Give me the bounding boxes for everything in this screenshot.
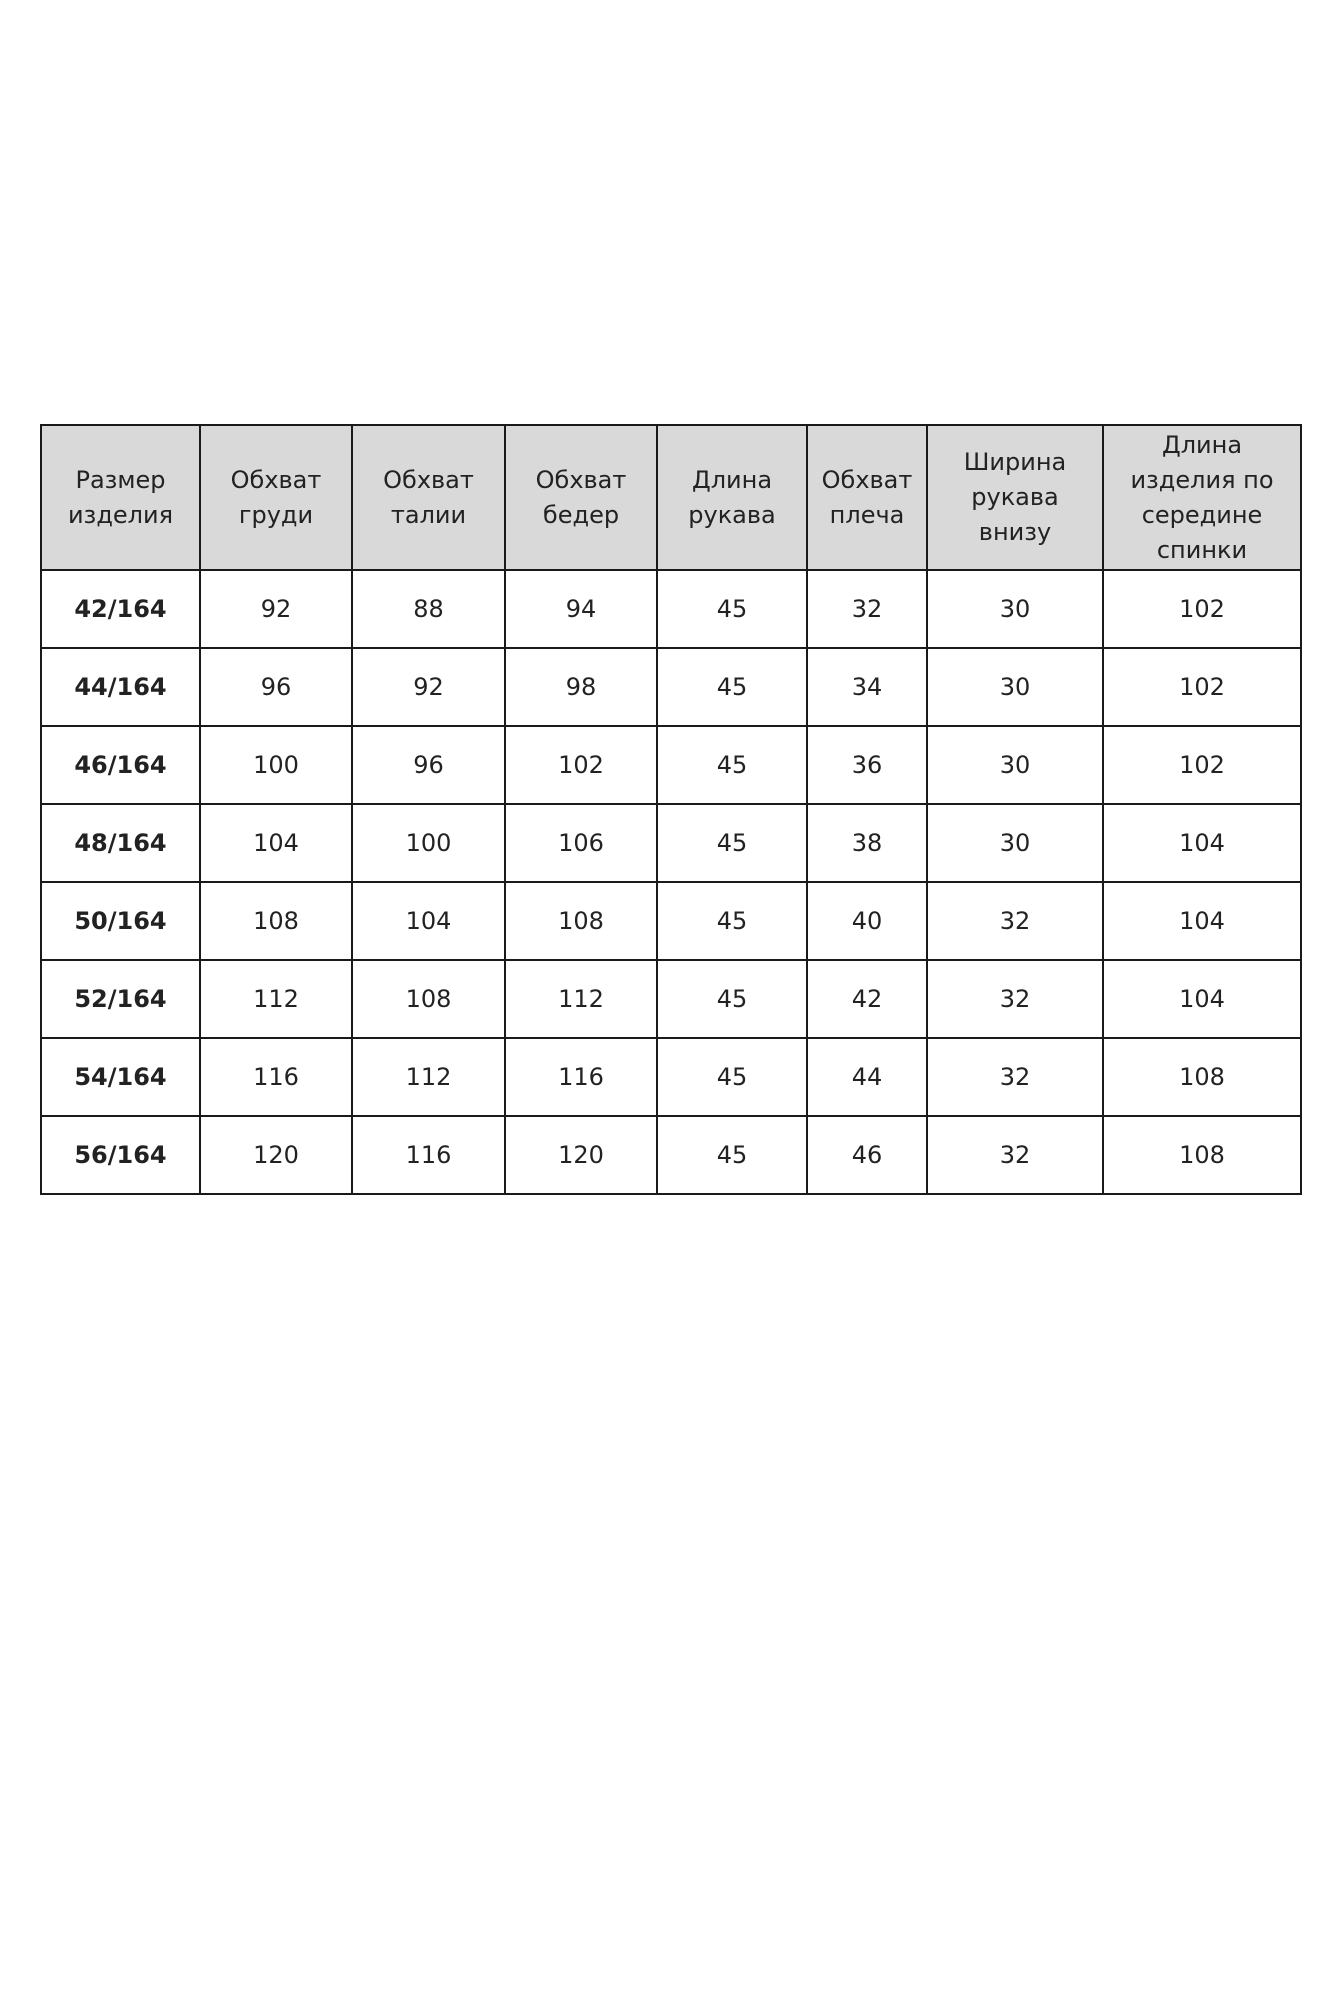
header-hips: Обхват бедер bbox=[505, 425, 657, 570]
table-cell: 44 bbox=[807, 1038, 927, 1116]
table-cell: 108 bbox=[1103, 1116, 1301, 1194]
table-cell: 120 bbox=[505, 1116, 657, 1194]
table-cell: 112 bbox=[352, 1038, 505, 1116]
size-cell: 54/164 bbox=[41, 1038, 200, 1116]
table-cell: 96 bbox=[200, 648, 352, 726]
header-shoulder: Обхват плеча bbox=[807, 425, 927, 570]
size-cell: 42/164 bbox=[41, 570, 200, 648]
size-cell: 52/164 bbox=[41, 960, 200, 1038]
table-cell: 94 bbox=[505, 570, 657, 648]
table-cell: 102 bbox=[505, 726, 657, 804]
table-cell: 112 bbox=[200, 960, 352, 1038]
table-cell: 116 bbox=[352, 1116, 505, 1194]
size-cell: 56/164 bbox=[41, 1116, 200, 1194]
table-row bbox=[41, 960, 1301, 1038]
table-cell: 36 bbox=[807, 726, 927, 804]
table-cell: 30 bbox=[927, 726, 1103, 804]
table-cell: 30 bbox=[927, 570, 1103, 648]
table-row bbox=[41, 648, 1301, 726]
table-cell: 96 bbox=[352, 726, 505, 804]
table-cell: 32 bbox=[927, 1038, 1103, 1116]
table-cell: 45 bbox=[657, 804, 807, 882]
table-cell: 38 bbox=[807, 804, 927, 882]
table-row bbox=[41, 1116, 1301, 1194]
table-cell: 102 bbox=[1103, 726, 1301, 804]
table-cell: 30 bbox=[927, 804, 1103, 882]
header-sleeve-width: Ширина рукава внизу bbox=[927, 425, 1103, 570]
table-cell: 102 bbox=[1103, 648, 1301, 726]
header-waist: Обхват талии bbox=[352, 425, 505, 570]
table-cell: 104 bbox=[1103, 882, 1301, 960]
table-row bbox=[41, 1038, 1301, 1116]
table-cell: 104 bbox=[1103, 804, 1301, 882]
table-cell: 42 bbox=[807, 960, 927, 1038]
table-cell: 120 bbox=[200, 1116, 352, 1194]
size-cell: 48/164 bbox=[41, 804, 200, 882]
table-cell: 45 bbox=[657, 648, 807, 726]
table-cell: 100 bbox=[200, 726, 352, 804]
table-cell: 92 bbox=[200, 570, 352, 648]
table-row bbox=[41, 882, 1301, 960]
table-cell: 92 bbox=[352, 648, 505, 726]
table-cell: 40 bbox=[807, 882, 927, 960]
table-cell: 45 bbox=[657, 726, 807, 804]
table-cell: 116 bbox=[200, 1038, 352, 1116]
table-cell: 32 bbox=[927, 960, 1103, 1038]
table-cell: 46 bbox=[807, 1116, 927, 1194]
header-chest: Обхват груди bbox=[200, 425, 352, 570]
table-cell: 45 bbox=[657, 960, 807, 1038]
table-cell: 100 bbox=[352, 804, 505, 882]
table-cell: 32 bbox=[927, 882, 1103, 960]
header-size: Размер изделия bbox=[41, 425, 200, 570]
table-cell: 102 bbox=[1103, 570, 1301, 648]
table-cell: 30 bbox=[927, 648, 1103, 726]
table-cell: 116 bbox=[505, 1038, 657, 1116]
table-row bbox=[41, 804, 1301, 882]
header-sleeve-length: Длина рукава bbox=[657, 425, 807, 570]
size-cell: 50/164 bbox=[41, 882, 200, 960]
table-cell: 112 bbox=[505, 960, 657, 1038]
header-row bbox=[41, 425, 1301, 570]
table-cell: 106 bbox=[505, 804, 657, 882]
table-cell: 45 bbox=[657, 570, 807, 648]
table-row bbox=[41, 570, 1301, 648]
table-cell: 45 bbox=[657, 1116, 807, 1194]
table-cell: 98 bbox=[505, 648, 657, 726]
table-cell: 45 bbox=[657, 882, 807, 960]
table-cell: 104 bbox=[1103, 960, 1301, 1038]
table-row bbox=[41, 726, 1301, 804]
table-cell: 108 bbox=[505, 882, 657, 960]
table-cell: 32 bbox=[927, 1116, 1103, 1194]
table-cell: 88 bbox=[352, 570, 505, 648]
table-cell: 104 bbox=[200, 804, 352, 882]
table-cell: 45 bbox=[657, 1038, 807, 1116]
size-cell: 46/164 bbox=[41, 726, 200, 804]
table-cell: 108 bbox=[352, 960, 505, 1038]
table-body bbox=[41, 570, 1301, 1194]
table-cell: 34 bbox=[807, 648, 927, 726]
table-cell: 108 bbox=[200, 882, 352, 960]
table-cell: 104 bbox=[352, 882, 505, 960]
header-back-length: Длина изделия по середине спинки bbox=[1103, 425, 1301, 570]
size-chart-table bbox=[40, 424, 1302, 1195]
size-cell: 44/164 bbox=[41, 648, 200, 726]
table-cell: 108 bbox=[1103, 1038, 1301, 1116]
table-cell: 32 bbox=[807, 570, 927, 648]
